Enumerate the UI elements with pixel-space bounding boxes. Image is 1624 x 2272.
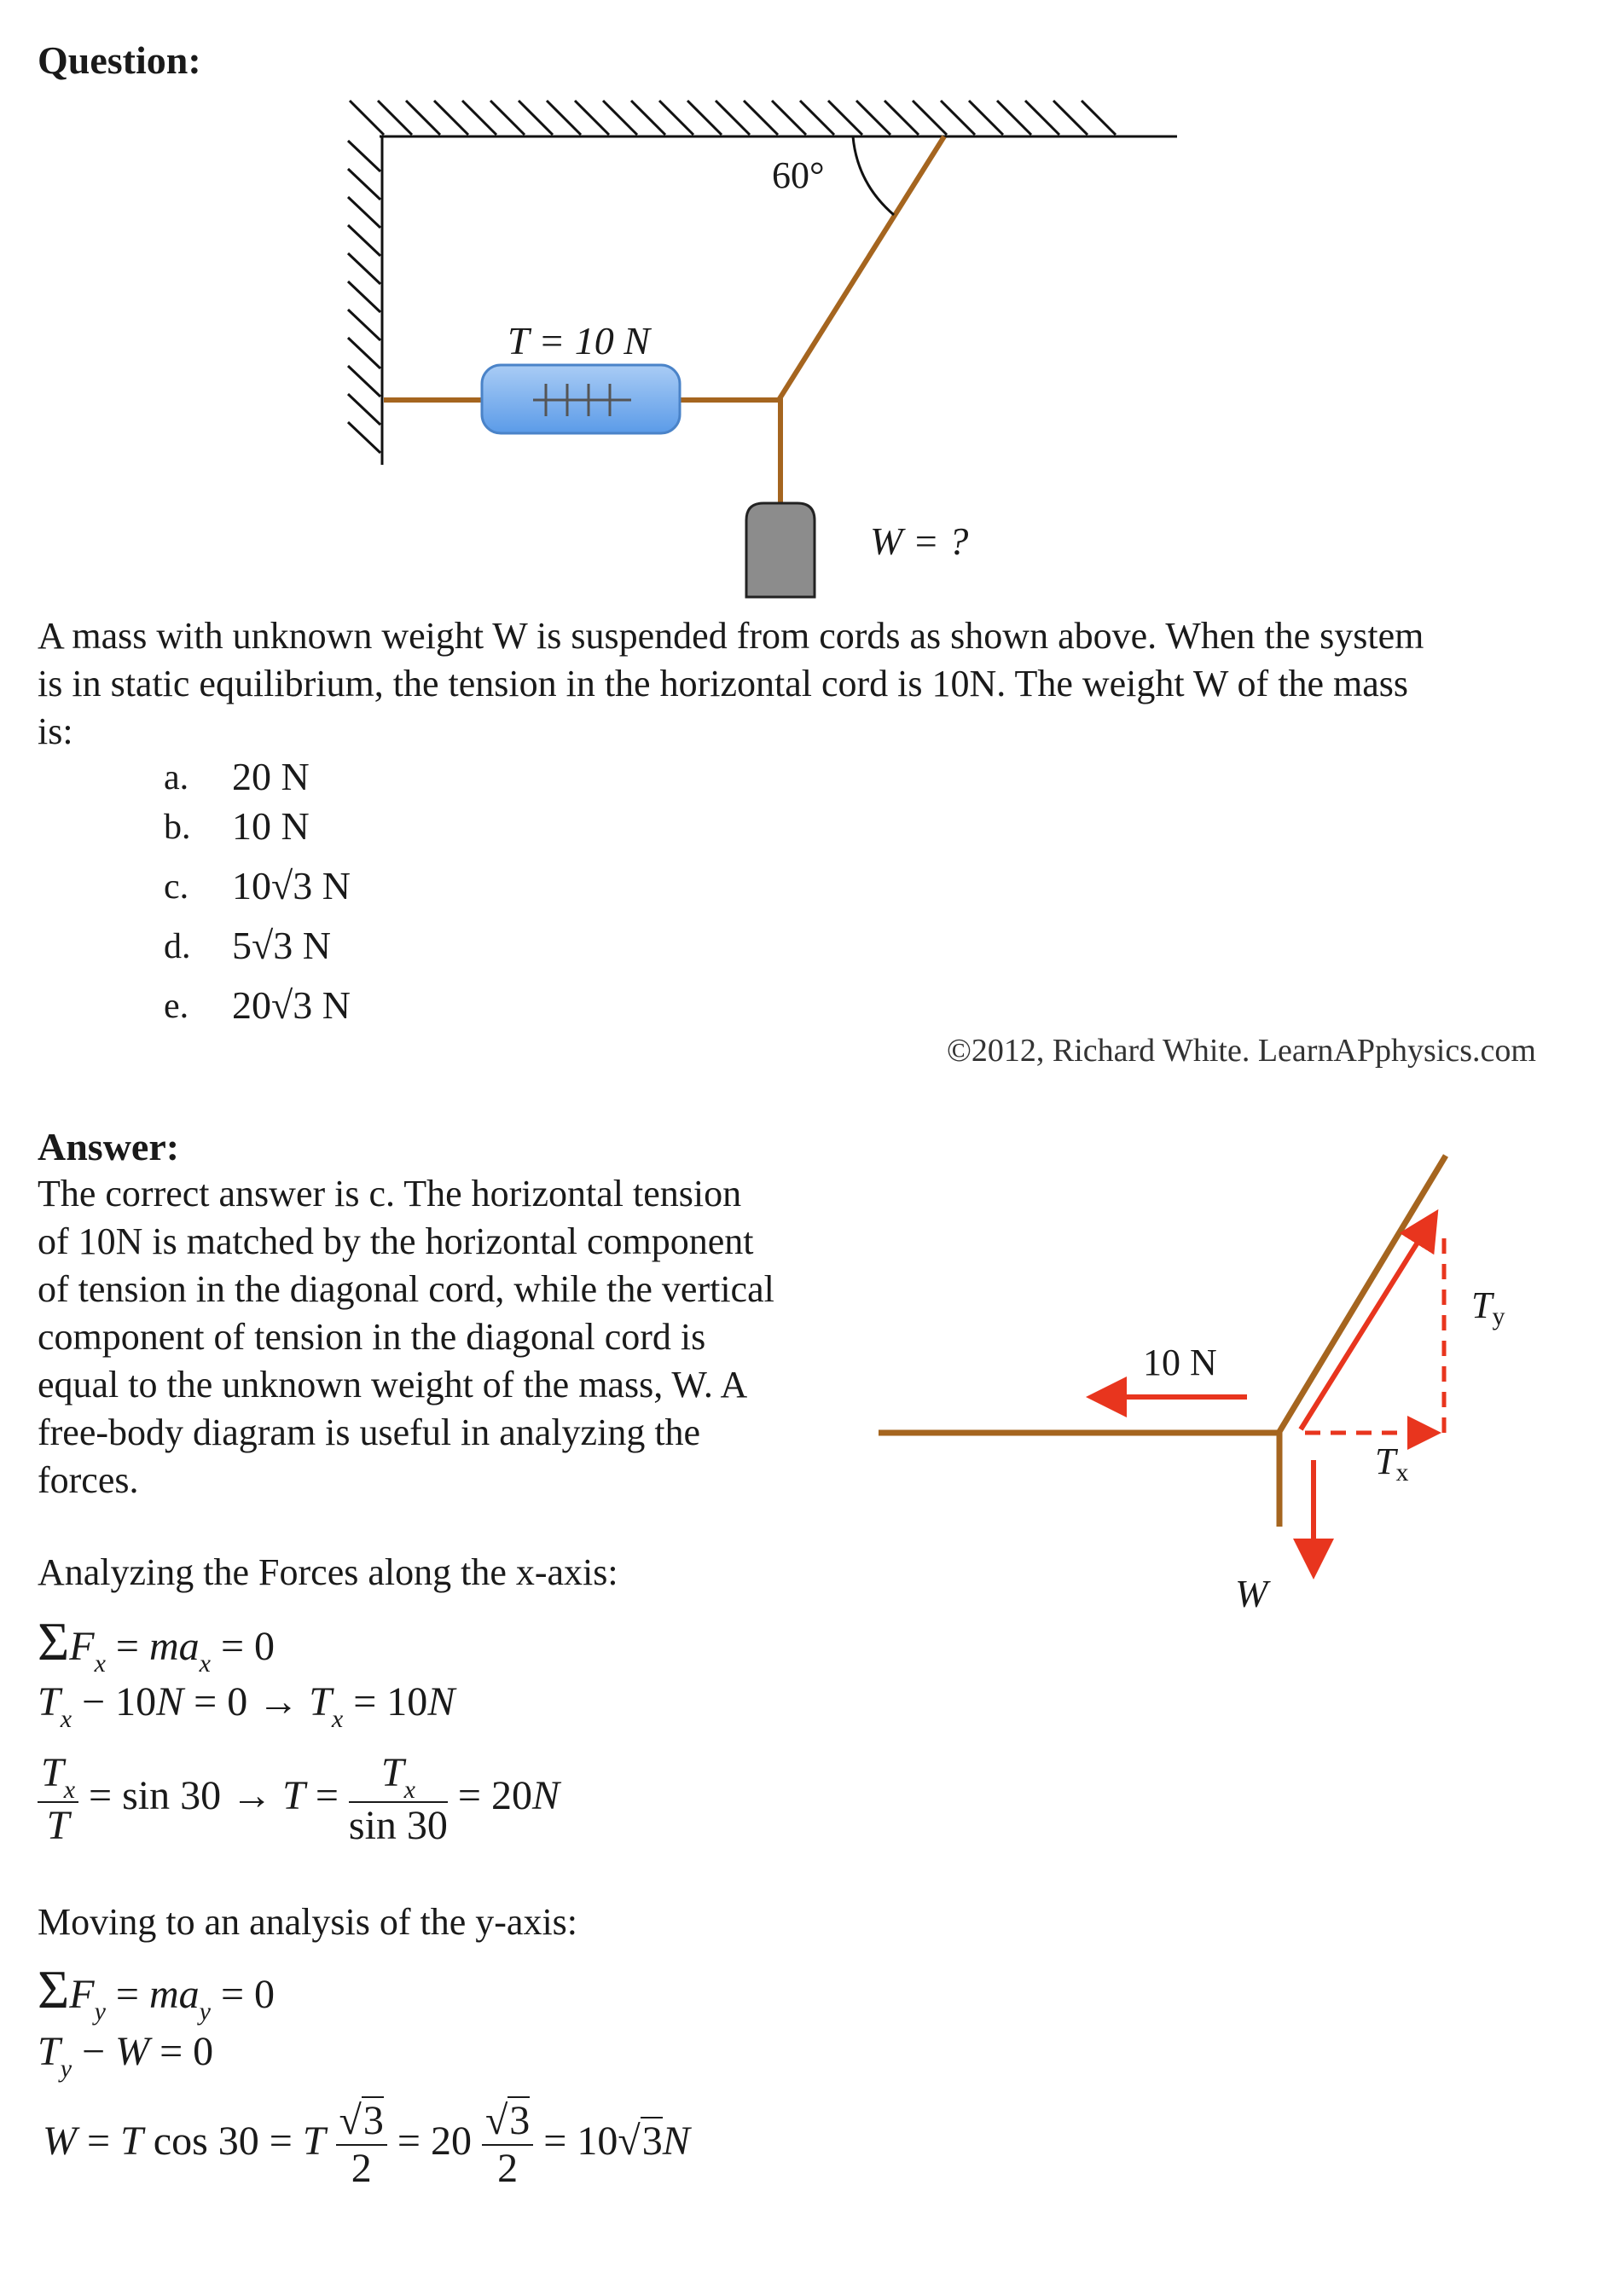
wall — [348, 136, 382, 465]
wall-hatch — [348, 141, 380, 171]
x-equation-1: $\Sigma F_x = ma_x = 0$ — [38, 1611, 276, 1678]
weight-label: W = ? — [870, 519, 969, 563]
answer-line-4: component of tension in the diagonal cord is — [38, 1316, 706, 1358]
y-analysis-heading: Moving to an analysis of the y-axis: — [38, 1901, 578, 1943]
ceiling-hatch — [575, 101, 609, 135]
answer-line-7: forces. — [38, 1459, 139, 1501]
y-equation-1: $\Sigma F_y = ma_y = 0$ — [38, 1959, 276, 2026]
ceiling-hatch — [716, 101, 750, 135]
question-line-2: is in static equilibrium, the tension in the horizontal cord is 10N. The weight W of the mass — [38, 663, 1408, 704]
option-d-letter: d. — [164, 927, 191, 966]
y-equation-3: W = T cos 30 = T $\frac{√3}{2}$ = 20 $\frac{√3}{2}$ = 10√3N — [43, 2098, 690, 2191]
angle-arc — [853, 136, 894, 215]
answer-heading: Answer: — [38, 1125, 180, 1168]
option-e-letter: e. — [164, 987, 189, 1026]
ceiling-hatch — [350, 101, 384, 135]
ceiling-hatch — [1082, 101, 1116, 135]
ceiling-hatch — [659, 101, 693, 135]
ceiling-hatch — [856, 101, 890, 135]
answer-line-6: free-body diagram is useful in analyzing the — [38, 1411, 701, 1453]
spring-scale — [482, 365, 680, 433]
answer-line-3: of tension in the diagonal cord, while the vertical — [38, 1268, 774, 1310]
ceiling-hatch — [913, 101, 947, 135]
fbd-ty-label: Ty — [1471, 1284, 1505, 1330]
fbd-w-label: W — [1235, 1572, 1268, 1615]
answer-text — [38, 1170, 774, 1504]
wall-hatch — [348, 197, 380, 228]
option-d-value: 5√3 N — [232, 924, 331, 967]
ceiling-hatch — [547, 101, 581, 135]
ceiling-hatch — [772, 101, 806, 135]
x-equation-2: $T_x - 10N = 0 \to T_x = 10N$ — [38, 1679, 455, 1733]
wall-hatch — [348, 310, 380, 340]
wall-hatch — [348, 225, 380, 256]
free-body-diagram — [853, 1143, 1586, 1620]
ceiling-hatch — [941, 101, 975, 135]
option-b-value: 10 N — [232, 804, 310, 848]
option-c-letter: c. — [164, 867, 189, 907]
question-line-3: is: — [38, 710, 73, 752]
ceiling-hatch — [744, 101, 778, 135]
ceiling-hatch — [603, 101, 637, 135]
fbd-10n-label: 10 N — [1143, 1342, 1217, 1383]
setup-diagram — [0, 0, 1624, 614]
x-analysis-heading: Analyzing the Forces along the x-axis: — [38, 1551, 618, 1593]
ceiling-hatch — [519, 101, 553, 135]
ceiling-hatch — [434, 101, 468, 135]
copyright: ©2012, Richard White. LearnAPphysics.com — [947, 1033, 1536, 1069]
fbd-diagonal-cord — [1278, 1156, 1446, 1434]
ceiling-hatch — [378, 101, 412, 135]
wall-hatch — [348, 281, 380, 312]
wall-hatch — [348, 169, 380, 200]
ceiling-hatch — [997, 101, 1031, 135]
ceiling-hatch — [1053, 101, 1088, 135]
ceiling-hatch — [462, 101, 496, 135]
y-equation-2: $T_y - W = 0$ — [38, 2029, 214, 2083]
ceiling-hatch — [406, 101, 440, 135]
option-c-value: 10√3 N — [232, 864, 351, 907]
ceiling-hatch — [884, 101, 919, 135]
answer-line-2: of 10N is matched by the horizontal component — [38, 1220, 754, 1262]
wall-hatch — [348, 366, 380, 397]
x-equation-3: $\frac{T_x}{T}$ = sin 30 → T = $\frac{T_x}{\sin 30}$ = 20N — [38, 1750, 560, 1849]
ceiling-hatch — [631, 101, 665, 135]
ceiling-hatch — [800, 101, 834, 135]
ceiling-hatch — [969, 101, 1003, 135]
option-b-letter: b. — [164, 808, 191, 847]
fbd-tension-arrow — [1301, 1218, 1433, 1429]
question-line-1: A mass with unknown weight W is suspended from cords as shown above. When the system — [38, 615, 1424, 657]
wall-hatch — [348, 253, 380, 284]
question-text — [38, 612, 1424, 756]
fbd-tx-label: Tx — [1375, 1440, 1409, 1487]
wall-hatch — [348, 394, 380, 425]
ceiling — [350, 101, 1177, 136]
option-a-value: 20 N — [232, 755, 310, 798]
ceiling-hatch — [1025, 101, 1059, 135]
hanging-mass — [746, 503, 815, 597]
option-e-value: 20√3 N — [232, 983, 351, 1027]
tension-label: T = 10 N — [508, 319, 650, 362]
ceiling-hatch — [828, 101, 862, 135]
option-a-letter: a. — [164, 758, 189, 797]
question-heading: Question: — [38, 38, 201, 82]
answer-line-1: The correct answer is c. The horizontal tension — [38, 1173, 742, 1214]
ceiling-hatch — [687, 101, 722, 135]
ceiling-hatch — [490, 101, 525, 135]
answer-line-5: equal to the unknown weight of the mass, W. A — [38, 1364, 748, 1406]
wall-hatch — [348, 338, 380, 368]
wall-hatch — [348, 422, 380, 453]
angle-label: 60° — [772, 154, 825, 196]
